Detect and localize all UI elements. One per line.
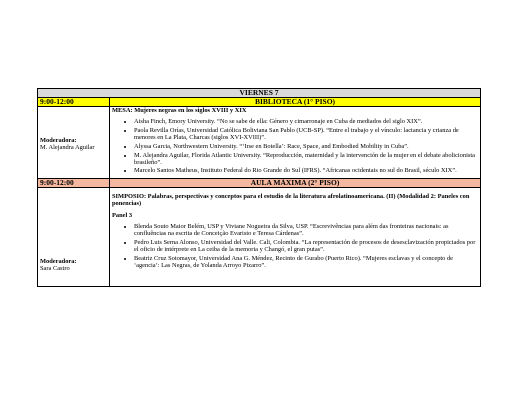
session1-moderator-label: Moderadora: xyxy=(40,137,77,144)
session2-title: SIMPOSIO: Palabras, perspectivas y conceptos para el estudio de la literatura afrolatinoamericana. (II) (Modalidad 2: Paneles con ponencias) xyxy=(112,192,470,207)
talk-item: • Aisha Finch, Emory University. “No se sabe de ella: Género y cimarronaje en Cuba de mediados del siglo XIX”. xyxy=(134,118,478,125)
schedule-table xyxy=(37,88,481,287)
session1-place: BIBLIOTECA (1° PISO) xyxy=(110,98,481,107)
session2-place: AULA MÁXIMA (2° PISO) xyxy=(110,178,481,187)
program-sheet xyxy=(37,88,481,287)
session2-moderator-label: Moderadora: xyxy=(40,257,77,265)
talk-item: • Alyssa Garcia, Northwestern University. “‘Irse en Botella’: Race, Space, and Embodied Mobility in Cuba”. xyxy=(134,143,478,150)
session2-header-row xyxy=(38,178,481,187)
day-header: VIERNES 7 xyxy=(38,89,481,98)
talk-item: • Pedro Luis Serna Alonso, Universidad del Valle. Cali, Colombia. “La representación de procesos de desesclavización propiciados por el oficio de intérprete en La ceiba de la memoria y Changó, el gran putas”. xyxy=(134,239,478,253)
session1-moderator-name: M. Alejandra Aguilar xyxy=(40,144,95,152)
session2-content-cell xyxy=(110,187,481,287)
session2-talk-list xyxy=(112,223,478,269)
session1-header-row xyxy=(38,98,481,107)
talk-item: • Paola Revilla Orías, Universidad Católica Boliviana San Pablo (UCB-SP). “Entre el trabajo y el vínculo: lactancia y crianza de menores en La Plata, Charcas (siglos XVI-XVIII)”. xyxy=(134,127,478,141)
session2-moderator-cell xyxy=(38,187,110,287)
session2-time: 9:00-12:00 xyxy=(38,178,110,187)
session1-body-row xyxy=(38,107,481,179)
session2-moderator-name: Sara Castro xyxy=(40,264,70,272)
talk-item: • Beatriz Cruz Sotomayor, Universidad Ana G. Méndez, Recinto de Gurabo (Puerto Rico). “Mujeres esclavas y el concepto de ‘agencia’: Las Negras, de Yolanda Arroyo Pizarro”. xyxy=(134,255,478,269)
session2-body-row xyxy=(38,187,481,287)
session1-moderator-cell xyxy=(38,107,110,179)
talk-item: • M. Alejandra Aguilar, Florida Atlantic University. “Reproducción, maternidad y la intervención de la mujer en el debate abolicionista brasileño”. xyxy=(134,152,478,166)
talk-item: • Marcelo Santos Matheus, Instituto Federal do Rio Grande do Sul (IFRS). “Africanas ocidentais no sul do Brasil, século XIX”. xyxy=(134,167,478,174)
session2-panel-label: Panel 3 xyxy=(112,212,133,220)
session1-content-cell xyxy=(110,107,481,179)
session1-title: MESA: Mujeres negras en los siglos XVIII y XIX xyxy=(112,107,247,114)
session1-talk-list xyxy=(112,118,478,174)
talk-item: • Blenda Souto Maior Belém, USP y Viviane Nogueira da Silva, USP. “Escrevivências para além das fronteiras nacionais: as confluências na escrita de Conceição Evaristo e Teresa Cárdenas”. xyxy=(134,223,478,237)
session1-time: 9:00-12:00 xyxy=(38,98,110,107)
